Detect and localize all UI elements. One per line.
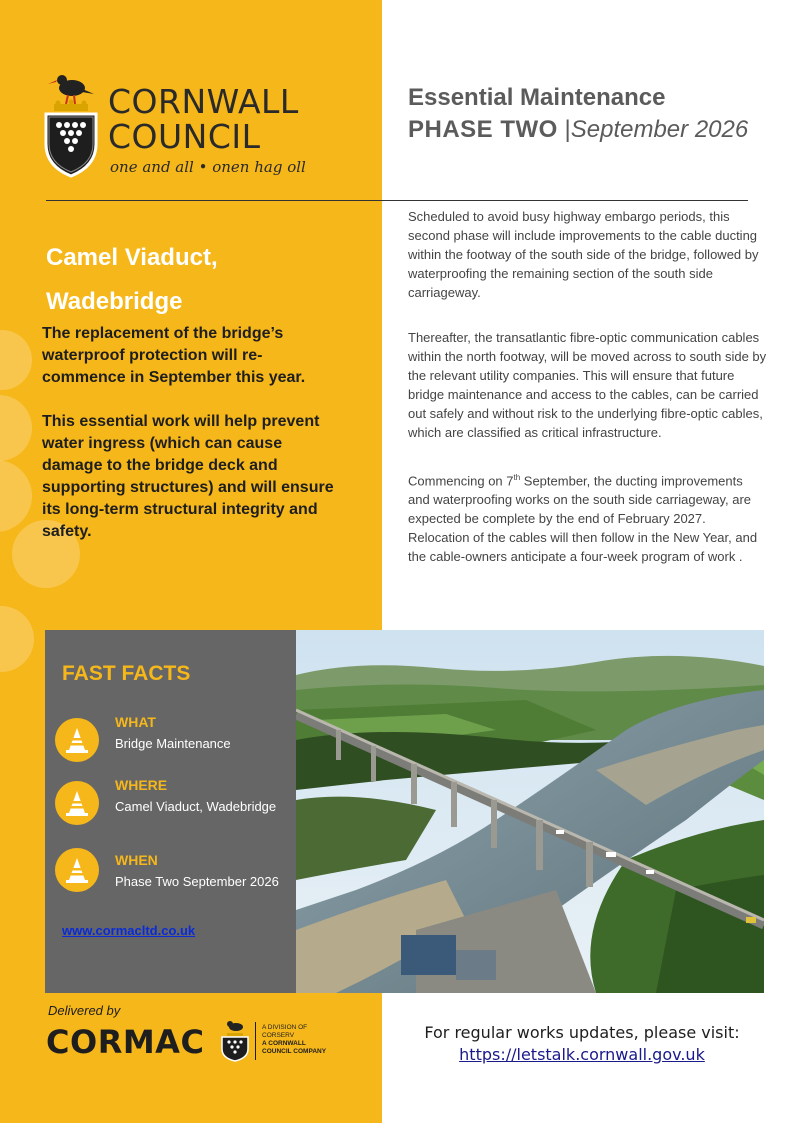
- fast-facts-panel: [45, 630, 296, 993]
- decorative-bubble: [0, 606, 34, 672]
- location-line2: Wadebridge: [46, 288, 183, 315]
- division-line4: COUNCIL COMPANY: [262, 1048, 327, 1055]
- title-phase: PHASE TWO: [408, 116, 558, 143]
- council-name-line2: COUNCIL: [108, 117, 261, 156]
- delivered-by-label: Delivered by: [48, 1003, 121, 1018]
- footer-divider: [255, 1022, 256, 1060]
- viaduct-aerial-photo: [296, 630, 764, 993]
- cornwall-crest-icon: [40, 68, 102, 180]
- fact-when-value: Phase Two September 2026: [115, 874, 279, 889]
- lead-text: [42, 323, 342, 565]
- body-paragraph-3-sup: th: [513, 473, 521, 482]
- council-motto: one and all • onen hag oll: [110, 158, 306, 176]
- cormac-logo: CORMAC: [46, 1023, 205, 1061]
- lead-paragraph-1: The replacement of the bridge’s waterproof protection will re-commence in September this year.: [42, 325, 306, 386]
- division-line2: CORSERV: [262, 1032, 295, 1039]
- council-name: [108, 84, 299, 154]
- letstalk-link[interactable]: https://letstalk.cornwall.gov.uk: [459, 1045, 705, 1064]
- decorative-bubble: [0, 330, 32, 390]
- location-line1: Camel Viaduct,: [46, 244, 218, 271]
- decorative-bubble: [0, 460, 32, 532]
- division-line1: A DIVISION OF: [262, 1024, 308, 1031]
- cormac-website-link[interactable]: www.cormacltd.co.uk: [62, 923, 196, 938]
- lead-paragraph-2: This essential work will help prevent water ingress (which can cause damage to the bridge deck and supporting structures) and will ensure its long-term structural integrity and safety.: [42, 413, 334, 540]
- title-date: September 2026: [570, 116, 749, 143]
- body-paragraph-1: Scheduled to avoid busy highway embargo periods, this second phase will include improvements to the cable ducting within the footway of the south side of the bridge, followed by waterproofing the remaining section of the south side carriageway.: [408, 209, 759, 300]
- updates-notice: [382, 1022, 782, 1066]
- fact-what-value: Bridge Maintenance: [115, 736, 231, 751]
- body-paragraph-2: Thereafter, the transatlantic fibre-optic communication cables within the north footway, will be moved across to south side by the relevant utility companies. This will ensure that future bridge maintenance and access to the cables, can be carried out safely and without risk to the underlying fibre-optic cables, which are classified as critical infrastructure.: [408, 330, 767, 440]
- body-paragraph-3-rest: September, the ducting improvements and waterproofing works on the south side carriageway, are expected be complete by the end of February 2027. Relocation of the cables will then follow in the New Year, and the cable-owners anticipate a four-week program of work .: [408, 473, 758, 565]
- page-title: [408, 84, 748, 144]
- fact-where-value: Camel Viaduct, Wadebridge: [115, 799, 277, 814]
- council-name-line1: CORNWALL: [108, 82, 299, 121]
- header-divider: [46, 200, 748, 201]
- cornwall-crest-icon: [219, 1020, 251, 1062]
- division-line3: A CORNWALL: [262, 1040, 306, 1047]
- fact-when-heading: WHEN: [115, 852, 158, 868]
- title-phase-line: [408, 116, 748, 144]
- body-paragraph-3: [408, 468, 768, 566]
- fact-where-heading: WHERE: [115, 777, 168, 793]
- traffic-cone-icon: [55, 718, 99, 762]
- traffic-cone-icon: [55, 848, 99, 892]
- location-heading: [46, 236, 218, 324]
- fast-facts-title: FAST FACTS: [62, 662, 191, 685]
- decorative-bubble: [0, 395, 32, 461]
- body-paragraph-3-start: Commencing on 7: [408, 473, 514, 489]
- updates-text: For regular works updates, please visit:: [424, 1023, 740, 1042]
- division-note: [262, 1024, 326, 1056]
- traffic-cone-icon: [55, 781, 99, 825]
- title-separator: |: [564, 116, 571, 143]
- title-essential-maintenance: Essential Maintenance: [408, 84, 666, 111]
- body-text: [408, 207, 768, 592]
- fact-what-heading: WHAT: [115, 714, 156, 730]
